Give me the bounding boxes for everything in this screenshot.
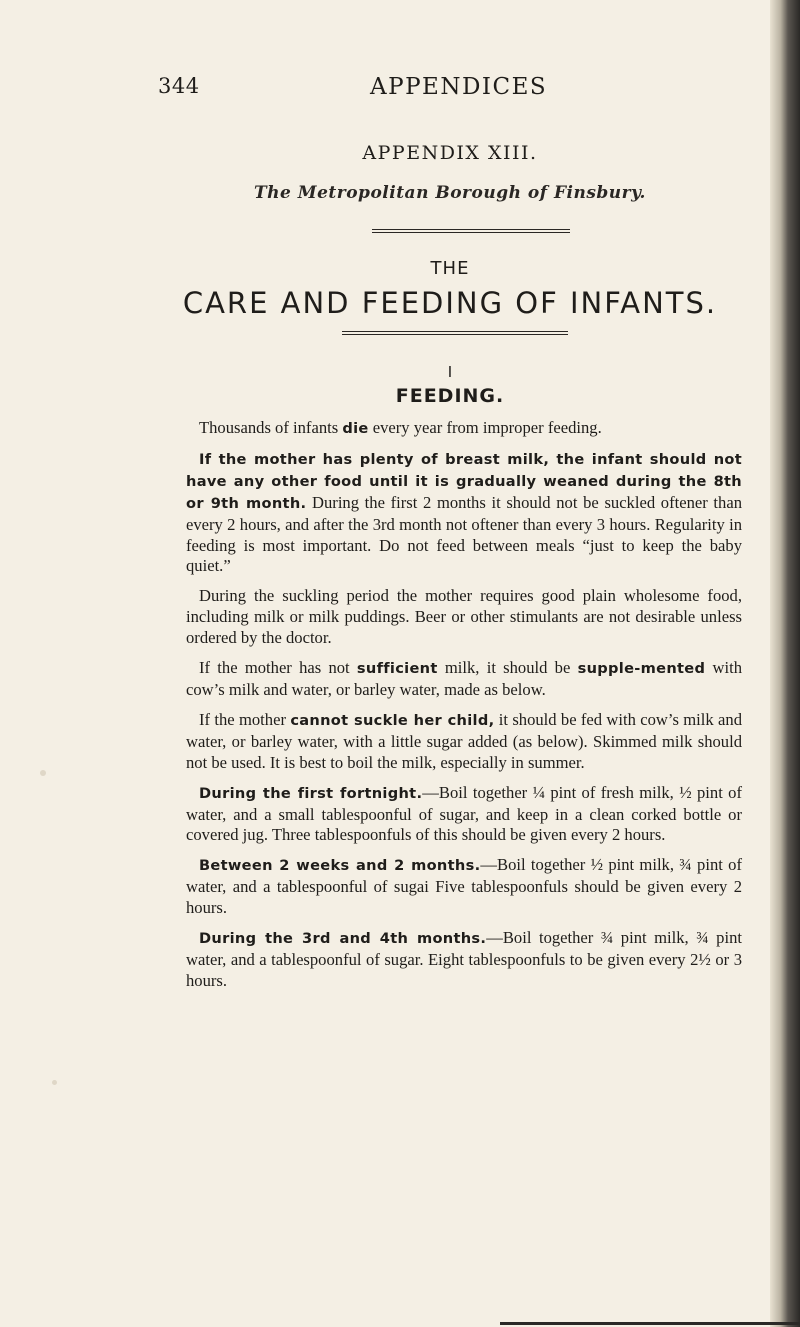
text-run: During the first 2 months it should not be suckled oftener than every 2 hours, and after the 3rd month not oftener than every 3 hours. Regularity in feeding is most important. Do not feed between meals “just to keep the baby quiet.” — [186, 492, 742, 576]
emphasis: If the mother has plenty of breast milk, the infant should not have any other food until it is gradually weaned during the 8th or 9th month. — [186, 450, 742, 512]
page-edge-line — [500, 1322, 800, 1325]
double-rule-top — [372, 229, 570, 233]
paragraph — [186, 449, 742, 577]
paragraph — [186, 928, 742, 992]
emphasis: Between 2 weeks and 2 months. — [199, 857, 481, 875]
paragraph — [186, 855, 742, 919]
main-heading: CARE AND FEEDING OF INFANTS. — [182, 286, 718, 320]
emphasis: supple‑mented — [577, 660, 706, 678]
emphasis: die — [342, 420, 369, 437]
page-edge-shadow — [770, 0, 800, 1327]
appendix-title: APPENDIX XIII. — [362, 142, 538, 164]
heading-the: THE — [430, 258, 470, 279]
text-run: it should be fed with cow’s milk and water, or barley water, with a little sugar added (as below). Skimmed milk should not be used. It is best to boil the milk, especially in summer. — [186, 709, 742, 772]
emphasis: During the first fortnight. — [199, 784, 423, 802]
paragraph — [186, 658, 742, 701]
running-title: APPENDICES — [370, 74, 548, 100]
text-run: —Boil together ½ pint milk, ¾ pint of water, and a tablespoonful of sugai Five tablespoonfuls should be given every 2 hours. — [186, 855, 742, 918]
text-run: Thousands of infants — [199, 418, 343, 437]
text-run: every year from improper feeding. — [368, 418, 602, 437]
paper-stain — [40, 770, 46, 776]
emphasis: cannot suckle her child, — [290, 711, 495, 729]
paragraph: During the suckling period the mother requires good plain wholesome food, including milk or milk puddings. Beer or other stimulants are not desirable unless ordered by the doctor. — [186, 586, 742, 648]
body-text — [186, 418, 742, 1001]
text-run: If the mother — [199, 709, 291, 729]
text-run: If the mother has not — [199, 658, 357, 678]
text-run: —Boil together ¾ pint milk, ¾ pint water, and a tablespoonful of sugar. Eight tablespoonfuls to be given every 2½ or 3 hours. — [186, 928, 742, 990]
paragraph — [186, 418, 742, 440]
borough-title: The Metropolitan Borough of Finsbury. — [254, 183, 646, 203]
paragraph — [186, 710, 742, 774]
paragraph — [186, 783, 742, 847]
emphasis: During the 3rd and 4th months. — [199, 930, 487, 948]
paper-stain — [52, 1080, 57, 1085]
text-run: with cow’s milk and water, or barley water, made as below. — [186, 658, 743, 699]
section-title: FEEDING. — [395, 385, 505, 407]
section-number: I — [447, 363, 453, 381]
double-rule-bottom — [342, 331, 568, 335]
emphasis: sufficient — [356, 660, 438, 678]
page-number: 344 — [158, 74, 200, 98]
text-run: milk, it should be — [437, 658, 578, 678]
text-run: —Boil together ¼ pint of fresh milk, ½ pint of water, and a small tablespoonful of sugar, and keep in a clean corked bottle or covered jug. Three tablespoonfuls of this should be given every 2 hours. — [186, 782, 742, 845]
